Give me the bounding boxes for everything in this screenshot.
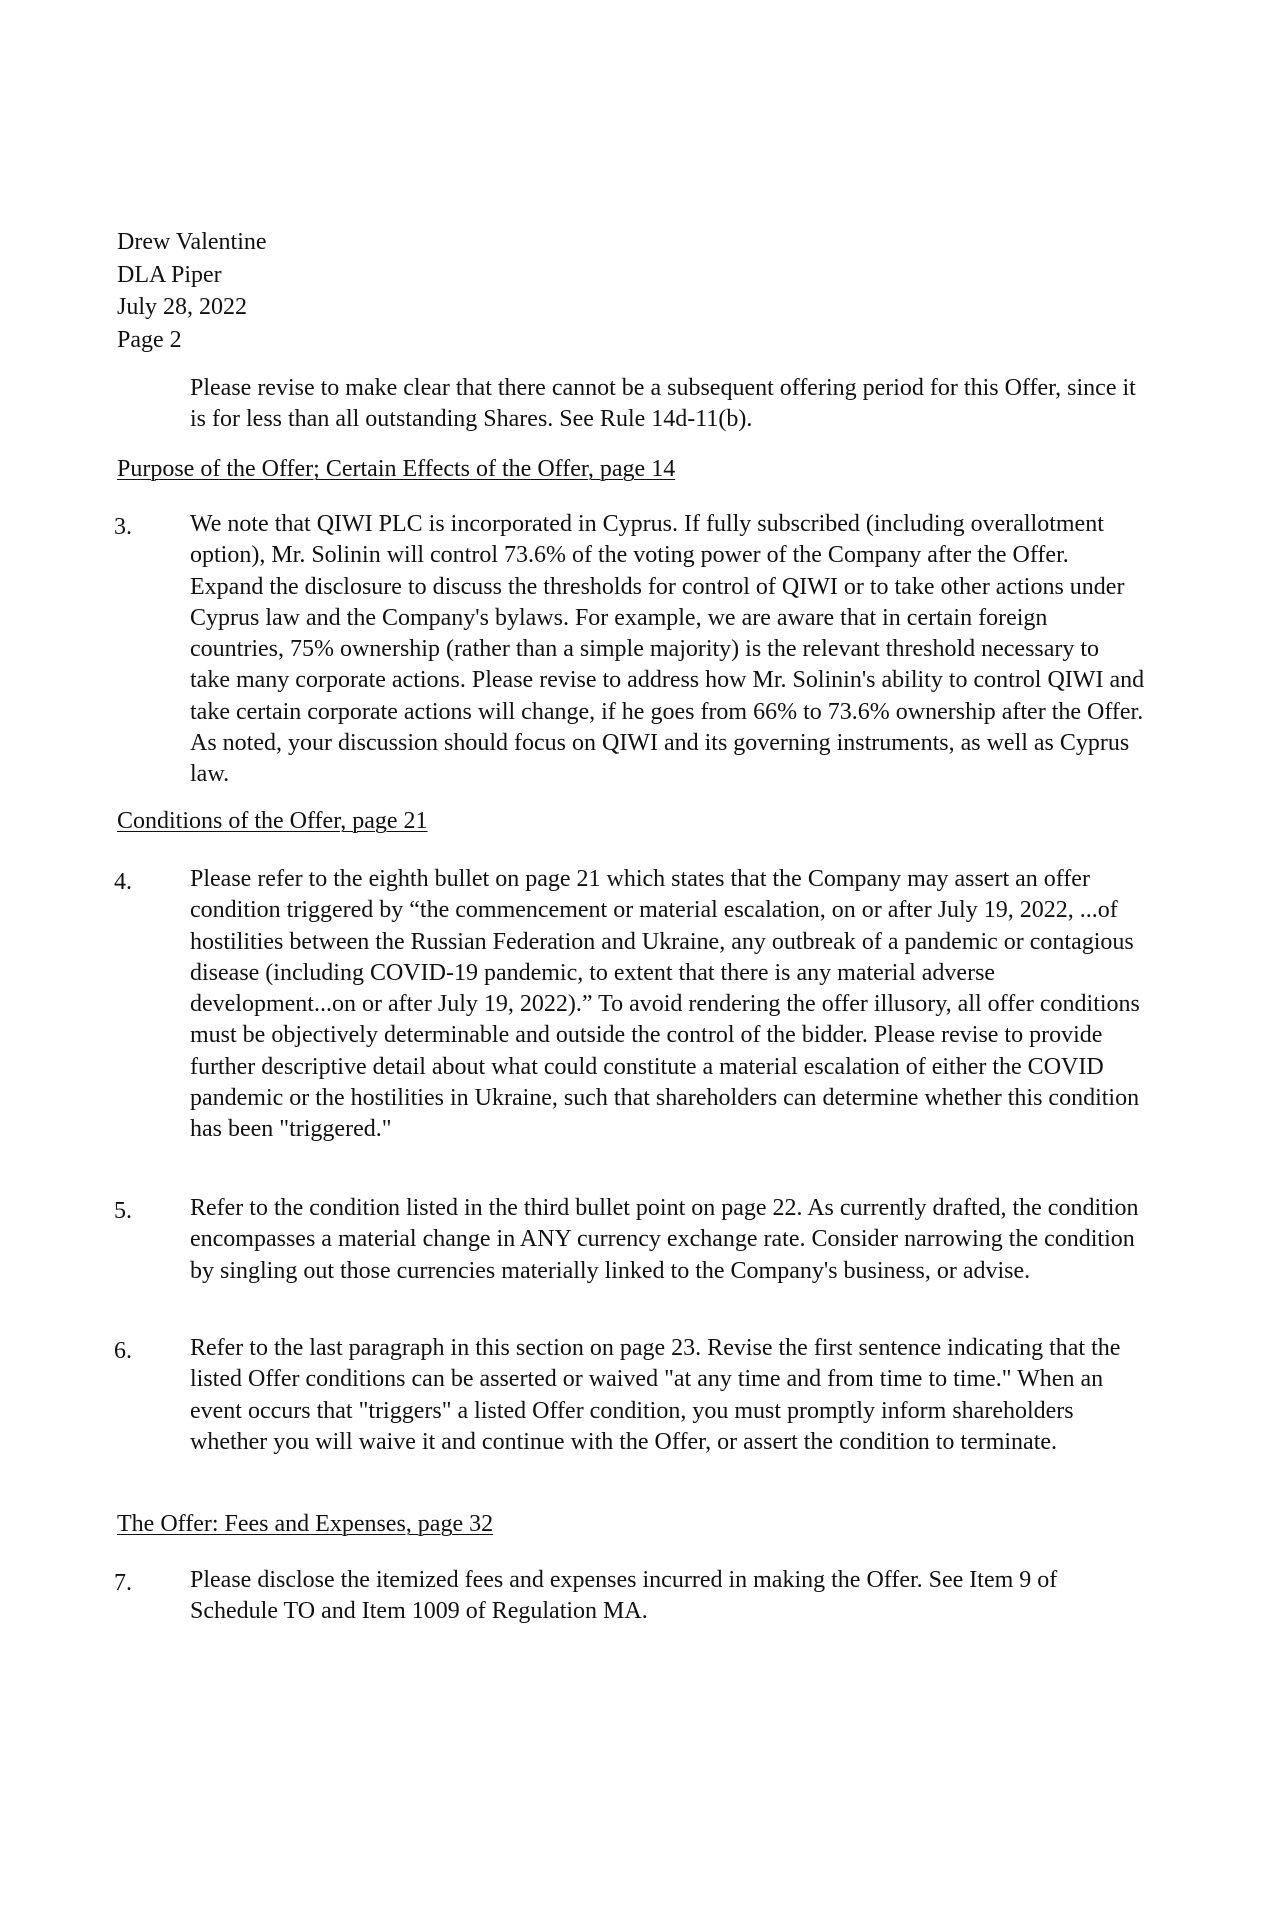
intro-paragraph: Please revise to make clear that there cannot be a subsequent offering period for this Offer, since it is for less than all outstanding Shares. See Rule 14d-11(b). <box>190 375 1136 433</box>
page-number: Page 2 <box>117 326 182 353</box>
comment-number-7: 7. <box>114 1570 132 1596</box>
section-heading-purpose: Purpose of the Offer; Certain Effects of the Offer, page 14 <box>117 456 676 482</box>
comment-7-text: Please disclose the itemized fees and expenses incurred in making the Offer. See Item 9 of Schedule TO and Item 1009 of Regulation MA. <box>190 1567 1058 1625</box>
comment-number-6: 6. <box>114 1338 132 1364</box>
letter-header <box>117 226 267 356</box>
section-heading-conditions: Conditions of the Offer, page 21 <box>117 808 428 834</box>
comment-5-text: Refer to the condition listed in the third bullet point on page 22. As currently drafted, the condition encompasses a material change in ANY currency exchange rate. Consider narrowing the condition by singling out those currencies materially linked to the Company's business, or advise. <box>190 1195 1139 1284</box>
recipient-firm: DLA Piper <box>117 261 222 288</box>
comment-6-text: Refer to the last paragraph in this section on page 23. Revise the first sentence indicating that the listed Offer conditions can be asserted or waived "at any time and from time to time." When an event occurs that "triggers" a listed Offer condition, you must promptly inform shareholders whether you will waive it and continue with the Offer, or assert the condition to terminate. <box>190 1335 1121 1455</box>
comment-3-text: We note that QIWI PLC is incorporated in Cyprus. If fully subscribed (including overallotment option), Mr. Solinin will control 73.6% of the voting power of the Company after the Offer. Expand the disclosure to discuss the thresholds for control of QIWI or to take other actions under Cyprus law and the Company's bylaws. For example, we are aware that in certain foreign countries, 75% ownership (rather than a simple majority) is the relevant threshold necessary to take many corporate actions. Please revise to address how Mr. Solinin's ability to control QIWI and take certain corporate actions will change, if he goes from 66% to 73.6% ownership after the Offer. As noted, your discussion should focus on QIWI and its governing instruments, as well as Cyprus law. <box>190 511 1145 788</box>
letter-date: July 28, 2022 <box>117 294 248 320</box>
recipient-name: Drew Valentine <box>117 229 267 255</box>
comment-number-3: 3. <box>114 514 132 540</box>
comment-number-5: 5. <box>114 1198 132 1224</box>
comment-4-text: Please refer to the eighth bullet on page 21 which states that the Company may assert an offer condition triggered by “the commencement or material escalation, on or after July 19, 2022, ...of hostilities between the Russian Federation and Ukraine, any outbreak of a pandemic or contagious disease (including COVID-19 pandemic, to extent that there is any material adverse development...on or after July 19, 2022).” To avoid rendering the offer illusory, all offer conditions must be objectively determinable and outside the control of the bidder. Please revise to provide further descriptive detail about what could constitute a material escalation of either the COVID pandemic or the hostilities in Ukraine, such that shareholders can determine whether this condition has been "triggered." <box>190 866 1140 1143</box>
comment-number-4: 4. <box>114 869 132 895</box>
section-heading-fees: The Offer: Fees and Expenses, page 32 <box>117 1511 494 1537</box>
